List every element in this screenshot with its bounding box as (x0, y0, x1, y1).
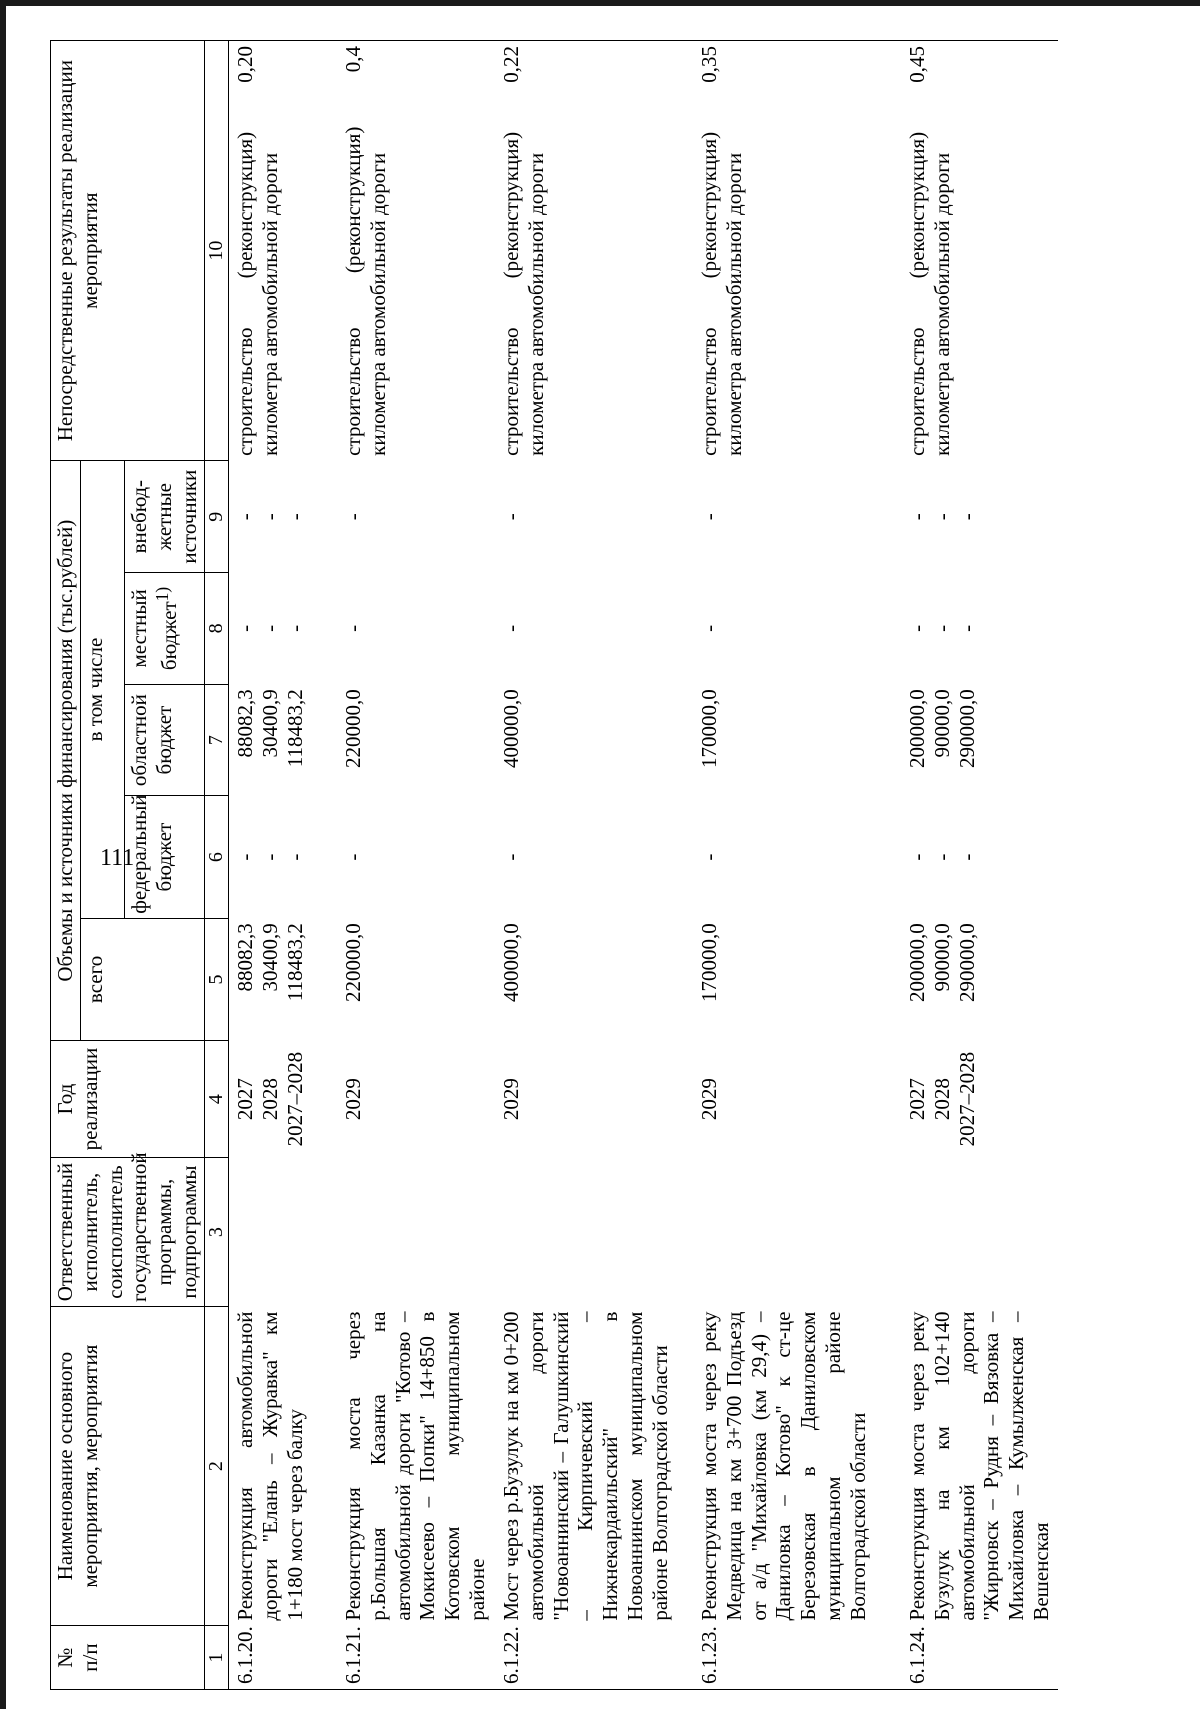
row-regional: 170000,0 (697, 689, 722, 768)
row-federal: - - - (905, 853, 979, 861)
row-total: 220000,0 (341, 923, 366, 1003)
program-table (50, 40, 1058, 1690)
row-federal: - (341, 853, 366, 861)
row-federal: - (697, 853, 722, 861)
row-responsible (495, 1158, 693, 1307)
row-federal: - (499, 853, 524, 861)
row-result: строительство (реконструкция) 0,45 километра автомобильной дороги (901, 41, 1058, 461)
row-total: 200000,0 90000,0 290000,0 (905, 923, 979, 1003)
col-number: 3 (204, 1158, 229, 1307)
row-years: 2029 (499, 1078, 524, 1121)
row-total: 170000,0 (697, 923, 722, 1003)
header-federal: федеральный бюджет (125, 796, 204, 918)
row-num: 6.1.21. (337, 1626, 495, 1690)
row-years: 2027 2028 2027–2028 (905, 1051, 979, 1147)
table-row (229, 41, 338, 1690)
row-num: 6.1.22. (495, 1626, 693, 1690)
row-local: - - - (905, 624, 979, 632)
row-num: 6.1.20. (229, 1626, 338, 1690)
rotated-page (50, 40, 1110, 1690)
row-result: строительство (реконструкция) 0,20 километра автомобильной дороги (229, 41, 338, 461)
row-local: - (697, 624, 722, 632)
col-number: 9 (204, 461, 229, 573)
row-extra: - (697, 513, 722, 521)
row-extra: - - - (233, 513, 307, 521)
header-local-label: местный бюджет (127, 589, 182, 671)
row-name: Реконструкция автомобильной дороги "Елань – Журавка" км 1+180 мост через балку (233, 1311, 307, 1621)
row-total: 400000,0 (499, 923, 524, 1003)
row-result: строительство (реконструкция) 0,4 километра автомобильной дороги (337, 41, 495, 461)
col-number: 1 (204, 1626, 229, 1690)
row-num: 6.1.23. (693, 1626, 901, 1690)
header-funding: Объемы и источники финансирования (тыс.рублей) (51, 461, 81, 1041)
header-regional: областной бюджет (125, 684, 204, 796)
row-years: 2029 (341, 1078, 366, 1121)
row-result: строительство (реконструкция) 0,22 километра автомобильной дороги (495, 41, 693, 461)
row-result: строительство (реконструкция) 0,35 километра автомобильной дороги (693, 41, 901, 461)
col-number: 6 (204, 796, 229, 918)
row-regional: 88082,3 30400,9 118483,2 (233, 689, 307, 768)
header-year: Год реализации (51, 1041, 205, 1158)
row-name: Реконструкция моста через реку Бузулук на км 102+140 автомобильной дороги "Жирновск – Рудня – Вязовка – Михайловка – Кумылженская – Вешенская (905, 1311, 1054, 1621)
scan-edge-top (0, 0, 1200, 6)
table-row (693, 41, 901, 1690)
header-results: Непосредственные результаты реализации мероприятия (51, 41, 205, 461)
col-number: 5 (204, 918, 229, 1040)
row-federal: - - - (233, 853, 307, 861)
table-row (337, 41, 495, 1690)
row-regional: 220000,0 (341, 689, 366, 768)
col-number: 2 (204, 1307, 229, 1626)
row-extra: - (341, 513, 366, 521)
row-name: Мост через р.Бузулук на км 0+200 автомобильной дороги "Новоаннинский – Галушкинский – Кирпичевский – Нижнекардаильский" в Новоаннинском муниципальном районе Волгоградской области (499, 1311, 672, 1621)
row-extra: - - - (905, 513, 979, 521)
header-total: всего (80, 918, 204, 1040)
row-regional: 400000,0 (499, 689, 524, 768)
row-years: 2027 2028 2027–2028 (233, 1051, 307, 1147)
row-responsible (693, 1158, 901, 1307)
col-number: 7 (204, 684, 229, 796)
header-extra: внебюд-жетные источники (125, 461, 204, 573)
row-responsible (337, 1158, 495, 1307)
row-local: - (341, 624, 366, 632)
header-local (125, 573, 204, 685)
table-row (901, 41, 1058, 1690)
footnote-mark: 1) (152, 586, 173, 602)
header-num: № п/п (51, 1626, 205, 1690)
table-row (495, 41, 693, 1690)
col-number: 10 (204, 41, 229, 461)
table-body (229, 41, 1058, 1690)
row-extra: - (499, 513, 524, 521)
header-responsible: Ответственный исполнитель, соисполнитель государственной программы, подпрограммы (51, 1158, 205, 1307)
row-num: 6.1.24. (901, 1626, 1058, 1690)
scan-edge-left (0, 0, 6, 1709)
column-number-row (204, 41, 229, 1690)
col-number: 4 (204, 1041, 229, 1158)
col-number: 8 (204, 573, 229, 685)
row-local: - (499, 624, 524, 632)
row-name: Реконструкция моста через р.Большая Казанка на автомобильной дороги "Котово – Мокисеево – Попки" 14+850 в Котовском муниципальном районе (341, 1311, 490, 1621)
row-total: 88082,3 30400,9 118483,2 (233, 923, 307, 1002)
row-name: Реконструкция моста через реку Медведица на км 3+700 Подъезд от а/д "Михайловка (км 29,4) – Даниловка – Котово" к ст-це Березовская в Даниловском муниципальном районе Волгоградской области (697, 1311, 870, 1621)
row-responsible (229, 1158, 338, 1307)
row-responsible (901, 1158, 1058, 1307)
row-regional: 200000,0 90000,0 290000,0 (905, 689, 979, 768)
page-number: 111 (100, 845, 135, 871)
header-name: Наименование основного мероприятия, мероприятия (51, 1307, 205, 1626)
row-years: 2029 (697, 1078, 722, 1121)
header-including: в том числе (80, 461, 125, 918)
table-header (51, 41, 229, 1690)
row-local: - - - (233, 624, 307, 632)
